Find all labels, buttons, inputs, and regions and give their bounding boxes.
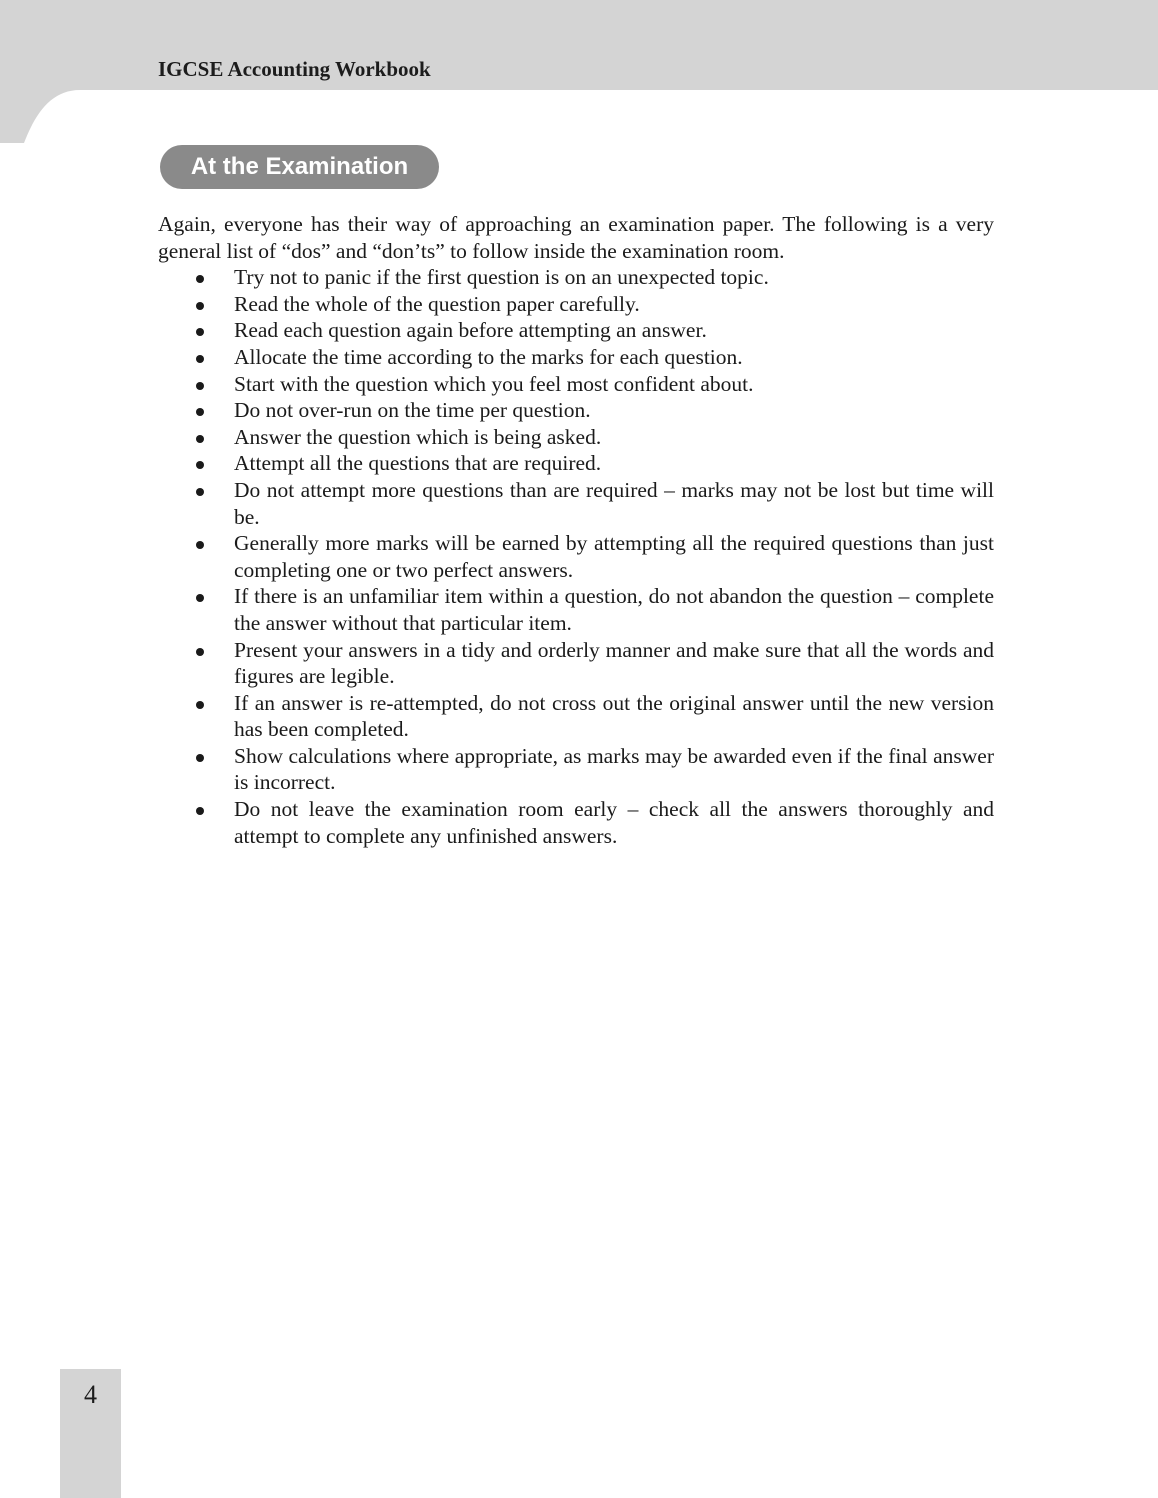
bullet-icon — [196, 302, 204, 310]
list-item-text: If an answer is re-attempted, do not cross out the original answer until the new version has been completed. — [234, 690, 994, 742]
list-item-text: Start with the question which you feel most confident about. — [234, 371, 754, 396]
list-item-text: Do not leave the examination room early – check all the answers thoroughly and attempt to complete any unfinished answers. — [234, 797, 994, 848]
bullet-icon — [196, 382, 204, 390]
main-content — [158, 211, 994, 849]
bullet-icon — [196, 461, 204, 469]
bullet-icon — [196, 594, 204, 602]
list-item-text: If there is an unfamiliar item within a question, do not abandon the question – complete the answer without that particular item. — [234, 584, 994, 635]
list-item — [234, 424, 994, 451]
list-item — [234, 291, 994, 318]
intro-paragraph: Again, everyone has their way of approaching an examination paper. The following is a very general list of “dos” and “don’ts” to follow inside the examination room. — [158, 212, 994, 263]
bullet-icon — [196, 541, 204, 549]
list-item — [234, 371, 994, 398]
list-item-text: Read each question again before attempting an answer. — [234, 318, 707, 343]
list-item-text: Do not attempt more questions than are required – marks may not be lost but time will be. — [234, 477, 994, 529]
bullet-icon — [196, 754, 204, 762]
list-item — [234, 264, 994, 291]
list-item — [234, 583, 994, 636]
bullet-icon — [196, 328, 204, 336]
list-item-text: Try not to panic if the first question is on an unexpected topic. — [234, 265, 769, 290]
list-item-text: Read the whole of the question paper carefully. — [234, 291, 640, 316]
list-item — [234, 344, 994, 371]
list-item — [234, 477, 994, 530]
list-item — [234, 796, 994, 849]
running-head-title: IGCSE Accounting Workbook — [158, 57, 431, 81]
list-item-text: Show calculations where appropriate, as marks may be awarded even if the final answer is incorrect. — [234, 743, 994, 795]
bullet-icon — [196, 435, 204, 443]
list-item-text: Allocate the time according to the marks for each question. — [234, 344, 743, 369]
section-heading: At the Examination — [160, 145, 439, 189]
tips-list — [158, 264, 994, 849]
list-item-text: Present your answers in a tidy and orderly manner and make sure that all the words and figures are legible. — [234, 637, 994, 689]
list-item — [234, 690, 994, 743]
page-number: 4 — [84, 1380, 97, 1409]
list-item — [234, 317, 994, 344]
list-item — [234, 397, 994, 424]
list-item-text: Answer the question which is being asked. — [234, 424, 602, 449]
bullet-icon — [196, 355, 204, 363]
bullet-icon — [196, 488, 204, 496]
list-item-text: Attempt all the questions that are required. — [234, 451, 602, 476]
bullet-icon — [196, 648, 204, 656]
bullet-icon — [196, 701, 204, 709]
list-item — [234, 530, 994, 583]
list-item — [234, 743, 994, 796]
bullet-icon — [196, 275, 204, 283]
list-item-text: Generally more marks will be earned by attempting all the required questions than just completing one or two perfect answers. — [234, 531, 994, 582]
list-item — [234, 637, 994, 690]
list-item-text: Do not over-run on the time per question. — [234, 398, 591, 423]
bullet-icon — [196, 408, 204, 416]
bullet-icon — [196, 807, 204, 815]
list-item — [234, 450, 994, 477]
